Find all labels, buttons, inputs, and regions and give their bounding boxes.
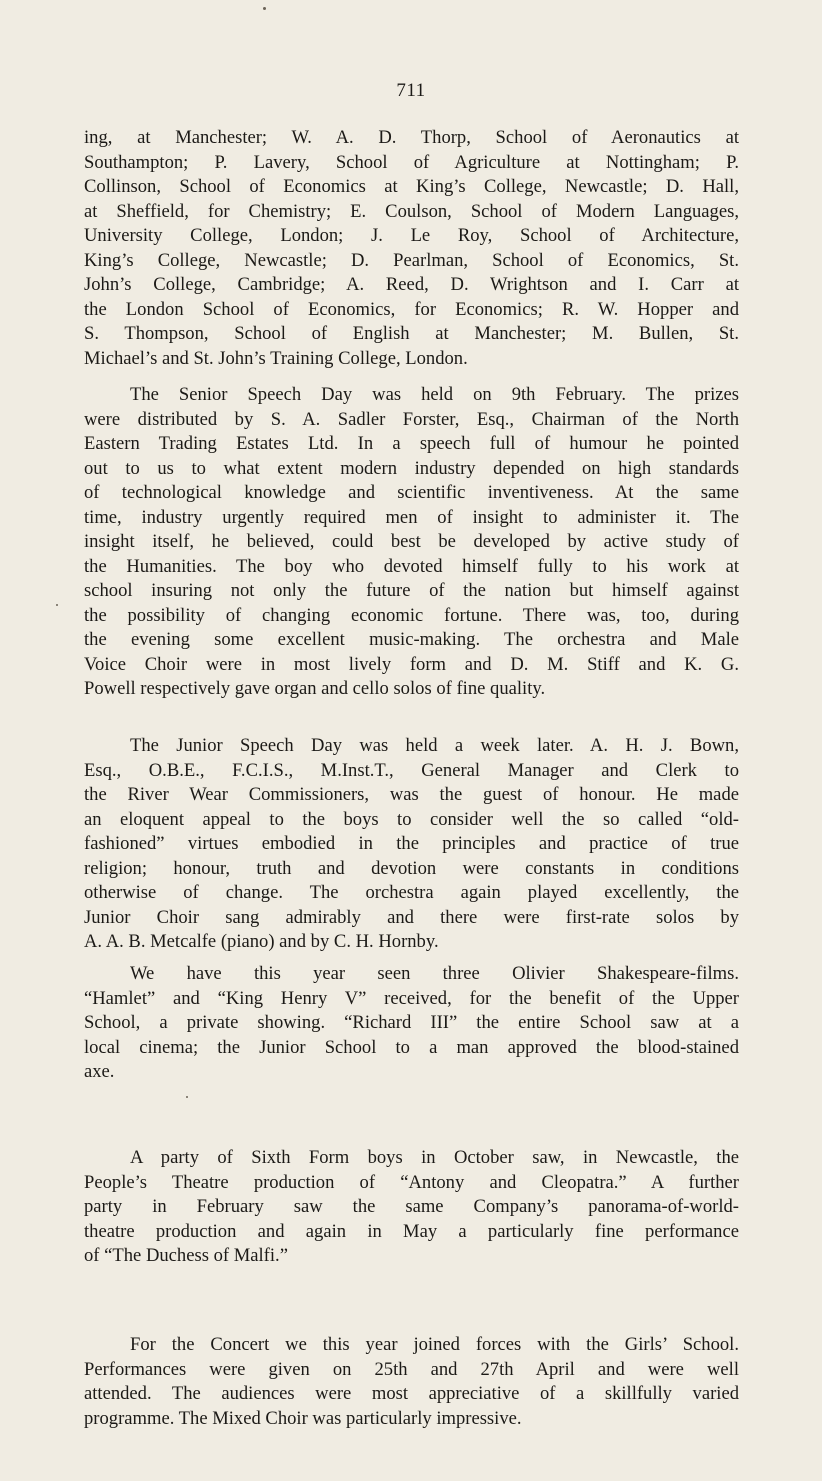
text-line: insight itself, he believed, could best be developed by active study of bbox=[84, 531, 739, 552]
text-line: the Humanities. The boy who devoted himself fully to his work at bbox=[84, 555, 739, 577]
paper-speck bbox=[263, 7, 266, 10]
text-line: of technological knowledge and scientific inventiveness. At the same bbox=[84, 482, 739, 503]
text-line: School, a private showing. “Richard III” the entire School saw at a bbox=[84, 1012, 739, 1033]
text-line: The Senior Speech Day was held on 9th February. The prizes bbox=[130, 384, 739, 405]
text-line: otherwise of change. The orchestra again played excellently, the bbox=[84, 882, 739, 903]
paragraph-senior-speech-day bbox=[84, 383, 739, 702]
text-line: out to us to what extent modern industry depended on high standards bbox=[84, 457, 739, 479]
text-line: religion; honour, truth and devotion were constants in conditions bbox=[84, 857, 739, 879]
text-line: the evening some excellent music-making. The orchestra and Male bbox=[84, 629, 739, 650]
text-line: an eloquent appeal to the boys to consider well the so called “old- bbox=[84, 808, 739, 830]
text-line: Eastern Trading Estates Ltd. In a speech full of humour he pointed bbox=[84, 433, 739, 454]
text-line: the River Wear Commissioners, was the guest of honour. He made bbox=[84, 784, 739, 805]
text-line: Michael’s and St. John’s Training College, London. bbox=[84, 347, 468, 369]
text-line: time, industry urgently required men of insight to administer it. The bbox=[84, 506, 739, 528]
text-line: King’s College, Newcastle; D. Pearlman, School of Economics, St. bbox=[84, 249, 739, 271]
text-line: University College, London; J. Le Roy, School of Architecture, bbox=[84, 225, 739, 246]
text-line: The Junior Speech Day was held a week later. A. H. J. Bown, bbox=[130, 735, 739, 756]
text-line: were distributed by S. A. Sadler Forster, Esq., Chairman of the North bbox=[84, 408, 739, 430]
text-line: A party of Sixth Form boys in October saw, in Newcastle, the bbox=[130, 1147, 739, 1168]
text-line: “Hamlet” and “King Henry V” received, for the benefit of the Upper bbox=[84, 987, 739, 1009]
text-line: the London School of Economics, for Economics; R. W. Hopper and bbox=[84, 298, 739, 320]
text-line: Voice Choir were in most lively form and D. M. Stiff and K. G. bbox=[84, 653, 739, 675]
text-line: the possibility of changing economic fortune. There was, too, during bbox=[84, 604, 739, 626]
text-line: school insuring not only the future of the nation but himself against bbox=[84, 580, 739, 601]
paragraph-junior-speech-day bbox=[84, 734, 739, 955]
text-line: Powell respectively gave organ and cello solos of fine quality. bbox=[84, 678, 546, 699]
paper-speck bbox=[186, 1096, 188, 1098]
text-line: Performances were given on 25th and 27th April and were well bbox=[84, 1358, 739, 1380]
text-line: of “The Duchess of Malfi.” bbox=[84, 1245, 288, 1266]
text-line: local cinema; the Junior School to a man approved the blood-stained bbox=[84, 1036, 739, 1058]
text-line: S. Thompson, School of English at Manchester; M. Bullen, St. bbox=[84, 323, 739, 344]
text-line: Collinson, School of Economics at King’s College, Newcastle; D. Hall, bbox=[84, 176, 739, 197]
text-line: ing, at Manchester; W. A. D. Thorp, School of Aeronautics at bbox=[84, 127, 739, 148]
text-line: We have this year seen three Olivier Shakespeare-films. bbox=[130, 963, 739, 984]
text-line: programme. The Mixed Choir was particularly impressive. bbox=[84, 1407, 522, 1429]
paper-speck bbox=[56, 604, 58, 606]
text-line: fashioned” virtues embodied in the principles and practice of true bbox=[84, 833, 739, 854]
paragraph-universities bbox=[84, 126, 739, 371]
text-line: John’s College, Cambridge; A. Reed, D. Wrightson and I. Carr at bbox=[84, 274, 739, 295]
paragraph-olivier-films bbox=[84, 962, 739, 1085]
text-line: party in February saw the same Company’s panorama-of-world- bbox=[84, 1196, 739, 1217]
text-line: at Sheffield, for Chemistry; E. Coulson, School of Modern Languages, bbox=[84, 200, 739, 222]
paragraph-concert bbox=[84, 1333, 739, 1431]
paragraph-sixth-form-theatre bbox=[84, 1146, 739, 1269]
text-line: People’s Theatre production of “Antony and Cleopatra.” A further bbox=[84, 1171, 739, 1193]
text-line: axe. bbox=[84, 1061, 115, 1082]
text-line: Southampton; P. Lavery, School of Agriculture at Nottingham; P. bbox=[84, 151, 739, 173]
text-line: A. A. B. Metcalfe (piano) and by C. H. Hornby. bbox=[84, 931, 439, 952]
text-line: Junior Choir sang admirably and there were first-rate solos by bbox=[84, 906, 739, 928]
text-line: For the Concert we this year joined forces with the Girls’ School. bbox=[130, 1334, 739, 1355]
text-line: theatre production and again in May a particularly fine performance bbox=[84, 1220, 739, 1242]
page-number: 711 bbox=[396, 80, 426, 101]
text-line: attended. The audiences were most appreciative of a skillfully varied bbox=[84, 1383, 739, 1404]
text-line: Esq., O.B.E., F.C.I.S., M.Inst.T., General Manager and Clerk to bbox=[84, 759, 739, 781]
